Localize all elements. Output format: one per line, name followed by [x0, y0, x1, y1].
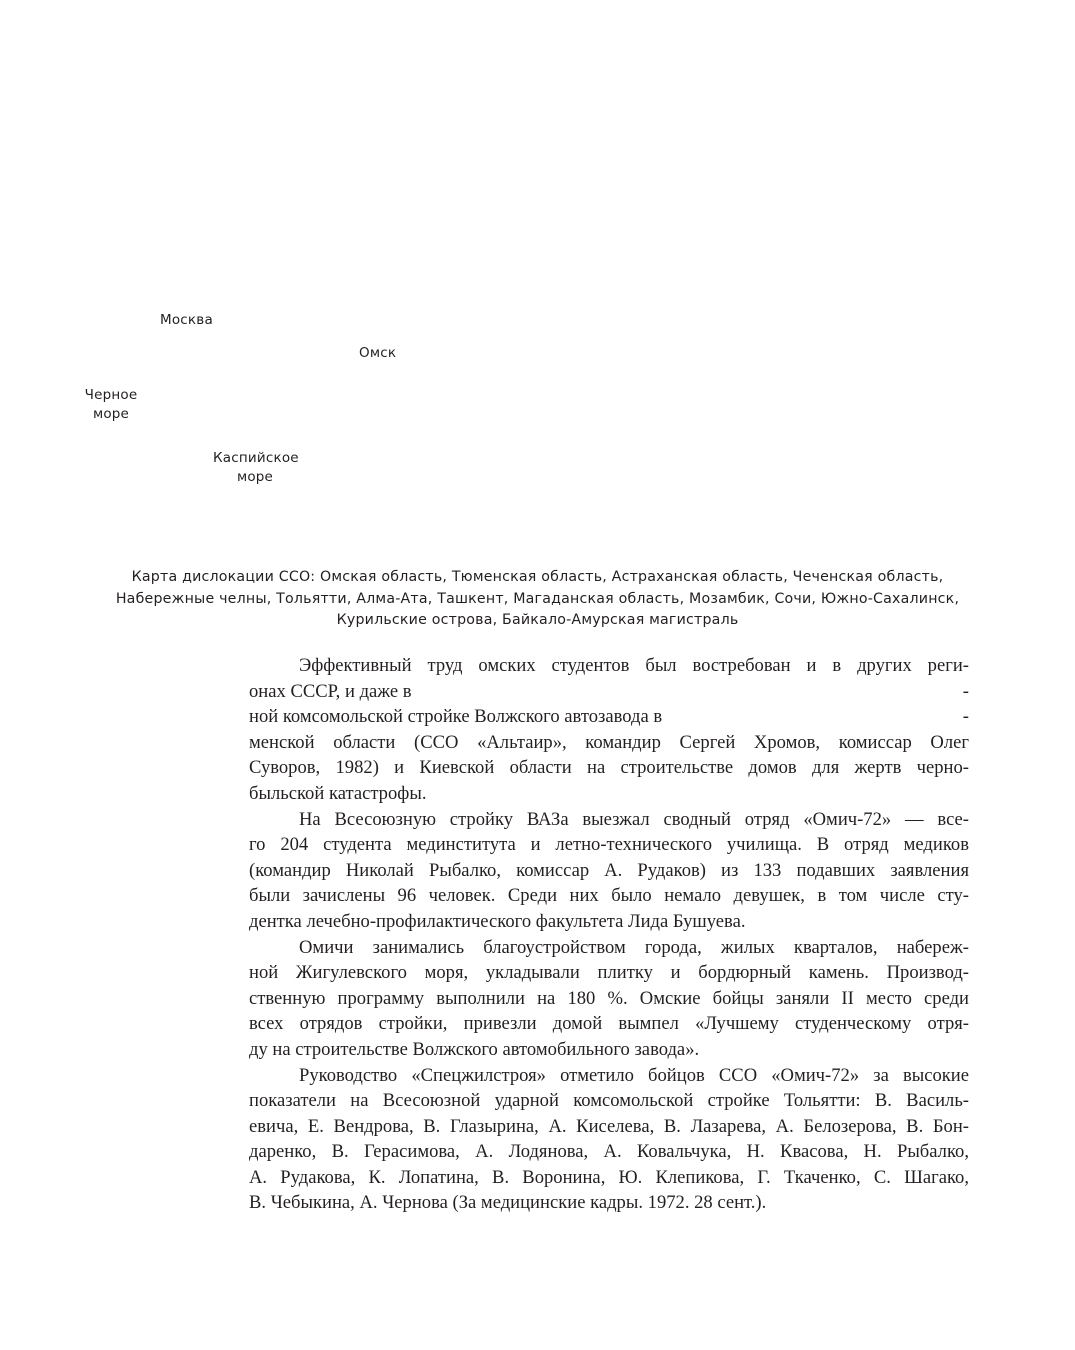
body-line: были зачислены 96 человек. Среди них было немало девушек, в том числе сту- [249, 885, 969, 907]
body-line [249, 704, 969, 730]
map-label-caspian-sea-line1: Каспийское [213, 450, 299, 466]
body-line: евича, Е. Вендрова, В. Глазырина, А. Киселева, В. Лазарева, А. Белозерова, В. Бон- [249, 1115, 969, 1137]
caption-line: Набережные челны, Тольятти, Алма-Ата, Ташкент, Магаданская область, Мозамбик, Сочи, Южно-Сахалинск, [115, 590, 960, 607]
body-line: всех отрядов стройки, привезли домой вымпел «Лучшему студенческому отря- [249, 1013, 969, 1035]
map-label-black-sea-line2: море [92, 406, 130, 422]
body-line: менской области (ССО «Альтаир», командир Сергей Хромов, комиссар Олег [249, 731, 969, 753]
body-line: ственную программу выполнили на 180 %. Омские бойцы заняли II место среди [249, 987, 969, 1009]
map-label-omsk: Омск [359, 345, 397, 361]
body-line: Руководство «Спецжилстроя» отметило бойцов ССО «Омич-72» за высокие [299, 1064, 969, 1086]
map-label-caspian-sea [213, 449, 297, 487]
body-line: В. Чебыкина, А. Чернова (За медицинские кадры. 1972. 28 сент.). [249, 1192, 767, 1214]
map-label-black-sea [84, 386, 138, 424]
body-line: быльской катастрофы. [249, 782, 427, 804]
body-text [249, 653, 969, 1216]
body-line: го 204 студента мединститута и летно-технического училища. В отряд медиков [249, 834, 969, 856]
body-line: Суворов, 1982) и Киевской области на строительстве домов для жертв черно- [249, 757, 969, 779]
body-line: показатели на Всесоюзной ударной комсомольской стройке Тольятти: В. Василь- [249, 1090, 969, 1112]
caption-line: Карта дислокации ССО: Омская область, Тюменская область, Астраханская область, Чеченская область, [131, 569, 944, 585]
body-line: На Всесоюзную стройку ВАЗа выезжал сводный отряд «Омич-72» — все- [299, 808, 969, 830]
body-line: А. Рудакова, К. Лопатина, В. Воронина, Ю. Клепикова, Г. Ткаченко, С. Шагако, [249, 1166, 969, 1188]
body-line [249, 679, 969, 705]
body-line: ной Жигулевского моря, укладывали плитку и бордюрный камень. Производ- [249, 962, 969, 984]
body-line-text: онах СССР, и даже в [249, 680, 412, 702]
map-label-moscow: Москва [160, 312, 213, 328]
map-caption [60, 567, 1015, 632]
body-line: ду на строительстве Волжского автомобильного завода». [249, 1038, 700, 1060]
body-line-text: ной комсомольской стройке Волжского автозавода в [249, 706, 663, 728]
body-line: (командир Николай Рыбалко, комиссар А. Рудаков) из 133 подавших заявления [249, 859, 969, 881]
caption-line: Курильские острова, Байкало-Амурская магистраль [336, 612, 739, 628]
hyphen-mark: - [962, 680, 969, 702]
map-label-black-sea-line1: Черное [84, 387, 138, 403]
body-line: Эффективный труд омских студентов был востребован и в других реги- [299, 655, 969, 676]
map-label-caspian-sea-line2: море [236, 469, 274, 485]
body-line: дентка лечебно-профилактического факультета Лида Бушуева. [249, 910, 746, 932]
hyphen-mark: - [962, 706, 969, 728]
body-line: даренко, В. Герасимова, А. Лодянова, А. Ковальчука, Н. Квасова, Н. Рыбалко, [249, 1141, 969, 1163]
body-line: Омичи занимались благоустройством города, жилых кварталов, набереж- [299, 936, 969, 958]
